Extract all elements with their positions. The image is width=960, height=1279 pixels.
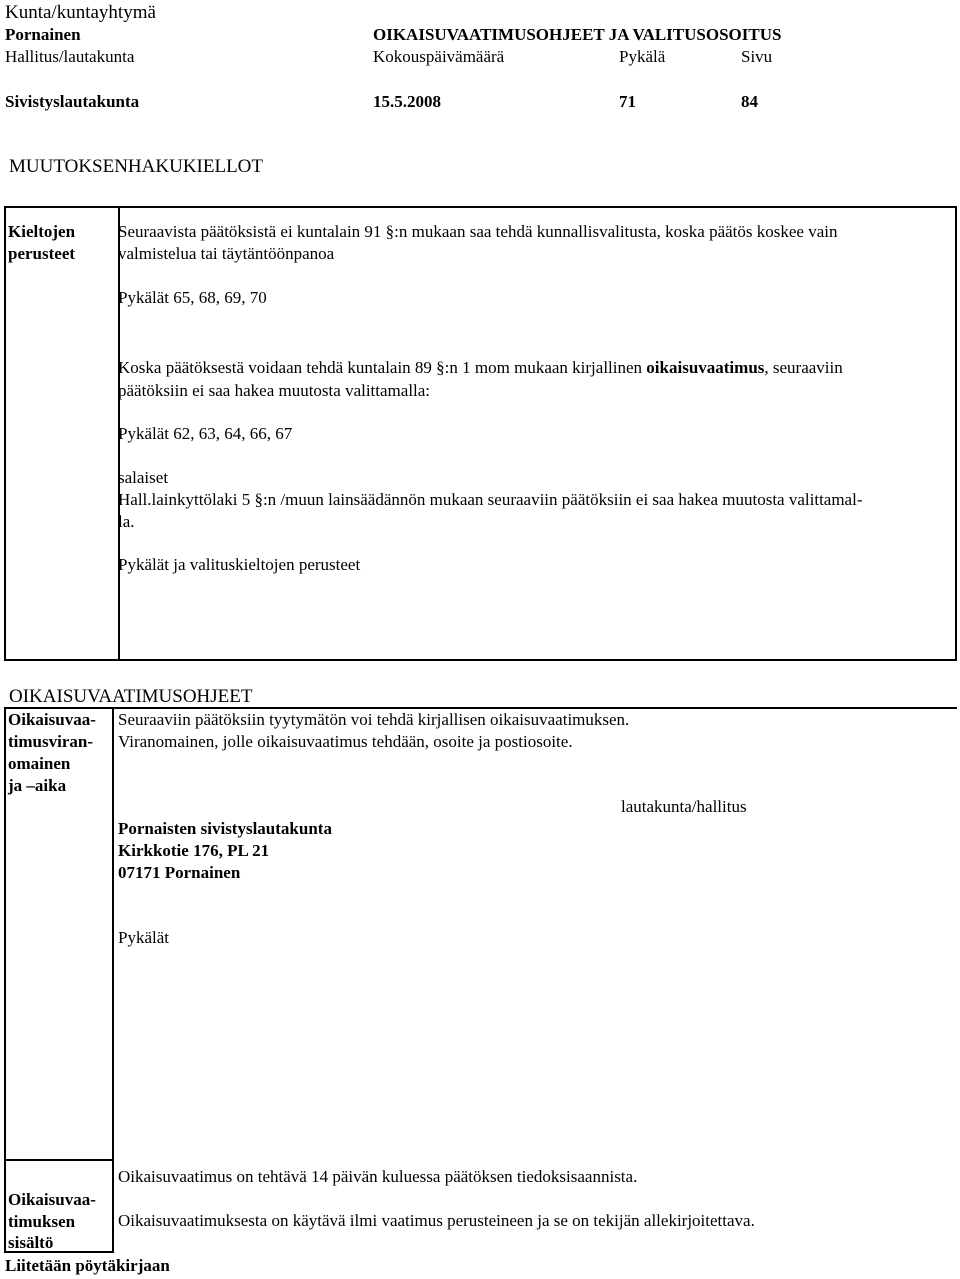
viranomainen-label-1: Oikaisuvaa- <box>8 710 96 729</box>
para2-text-c: , seuraaviin <box>764 358 843 377</box>
kunta-value: Pornainen <box>5 25 81 44</box>
page-label: Sivu <box>741 47 773 66</box>
instruction-line2: Viranomainen, jolle oikaisuvaatimus tehdään, osoite ja postiosoite. <box>118 732 573 751</box>
hall-line1: Hall.lainkyttölaki 5 §:n /muun lainsäädännön mukaan seuraaviin päätöksiin ei saa hakea muutosta valittamal- <box>118 490 863 509</box>
para1-line2: valmistelua tai täytäntöönpanoa <box>118 244 335 263</box>
pykalat-list-2: Pykälät 62, 63, 64, 66, 67 <box>118 424 293 443</box>
section-value: 71 <box>619 92 636 111</box>
address-line2: Kirkkotie 176, PL 21 <box>118 841 270 860</box>
address-line1: Pornaisten sivistyslautakunta <box>118 819 332 838</box>
instruction-line1: Seuraaviin päätöksiin tyytymätön voi tehdä kirjallisen oikaisuvaatimuksen. <box>118 710 630 729</box>
viranomainen-label-3: omainen <box>8 754 71 773</box>
viranomainen-label-2: timusviran- <box>8 732 93 751</box>
pykalat-perusteet: Pykälät ja valituskieltojen perusteet <box>118 555 361 574</box>
hallitus-value: Sivistyslautakunta <box>5 92 140 111</box>
page-value: 84 <box>741 92 758 111</box>
hallitus-label: Hallitus/lautakunta <box>5 47 135 66</box>
date-value: 15.5.2008 <box>373 92 441 111</box>
pykalat-list-1: Pykälät 65, 68, 69, 70 <box>118 288 267 307</box>
muutoksenhakukiellot-title: MUUTOKSENHAKUKIELLOT <box>9 156 264 177</box>
content-requirement: Oikaisuvaatimuksesta on käytävä ilmi vaatimus perusteineen ja se on tekijän allekirjoitettava. <box>118 1211 755 1230</box>
sisalto-label-3: sisältö <box>8 1233 54 1252</box>
table2-row-divider <box>4 1159 114 1161</box>
oikaisuvaatimusohjeet-title: OIKAISUVAATIMUSOHJEET <box>9 686 253 707</box>
table2-left-border <box>4 707 6 1253</box>
para1-line1: Seuraavista päätöksistä ei kuntalain 91 §:n mukaan saa tehdä kunnallisvalitusta, koska päätös koskee vain <box>118 222 838 241</box>
address-line3: 07171 Pornainen <box>118 863 241 882</box>
table2-top-border <box>4 707 957 709</box>
section-label: Pykälä <box>619 47 666 66</box>
kieltojen-label-2: perusteet <box>8 244 76 263</box>
hall-line2: la. <box>118 512 135 531</box>
para2-line2: päätöksiin ei saa hakea muutosta valittamalla: <box>118 381 431 400</box>
lautakunta-hallitus: lautakunta/hallitus <box>621 797 747 816</box>
para2-text-a: Koska päätöksestä voidaan tehdä kuntalain 89 §:n 1 mom mukaan kirjallinen <box>118 358 647 377</box>
kunta-label: Kunta/kuntayhtymä <box>5 2 156 23</box>
pykalat-field: Pykälät <box>118 928 169 947</box>
document-title: OIKAISUVAATIMUSOHJEET JA VALITUSOSOITUS <box>373 25 782 44</box>
kieltojen-label-1: Kieltojen <box>8 222 76 241</box>
salaiset-label: salaiset <box>118 468 169 487</box>
sisalto-label-1: Oikaisuvaa- <box>8 1190 96 1209</box>
para2-line1 <box>118 358 843 378</box>
footer-note: Liitetään pöytäkirjaan <box>5 1256 170 1275</box>
para2-keyword: oikaisuvaatimus <box>646 358 765 377</box>
date-label: Kokouspäivämäärä <box>373 47 505 66</box>
deadline-text: Oikaisuvaatimus on tehtävä 14 päivän kuluessa päätöksen tiedoksisaannista. <box>118 1167 638 1186</box>
sisalto-label-2: timuksen <box>8 1212 76 1231</box>
table2-column-divider <box>112 707 114 1253</box>
viranomainen-label-4: ja –aika <box>8 776 67 795</box>
